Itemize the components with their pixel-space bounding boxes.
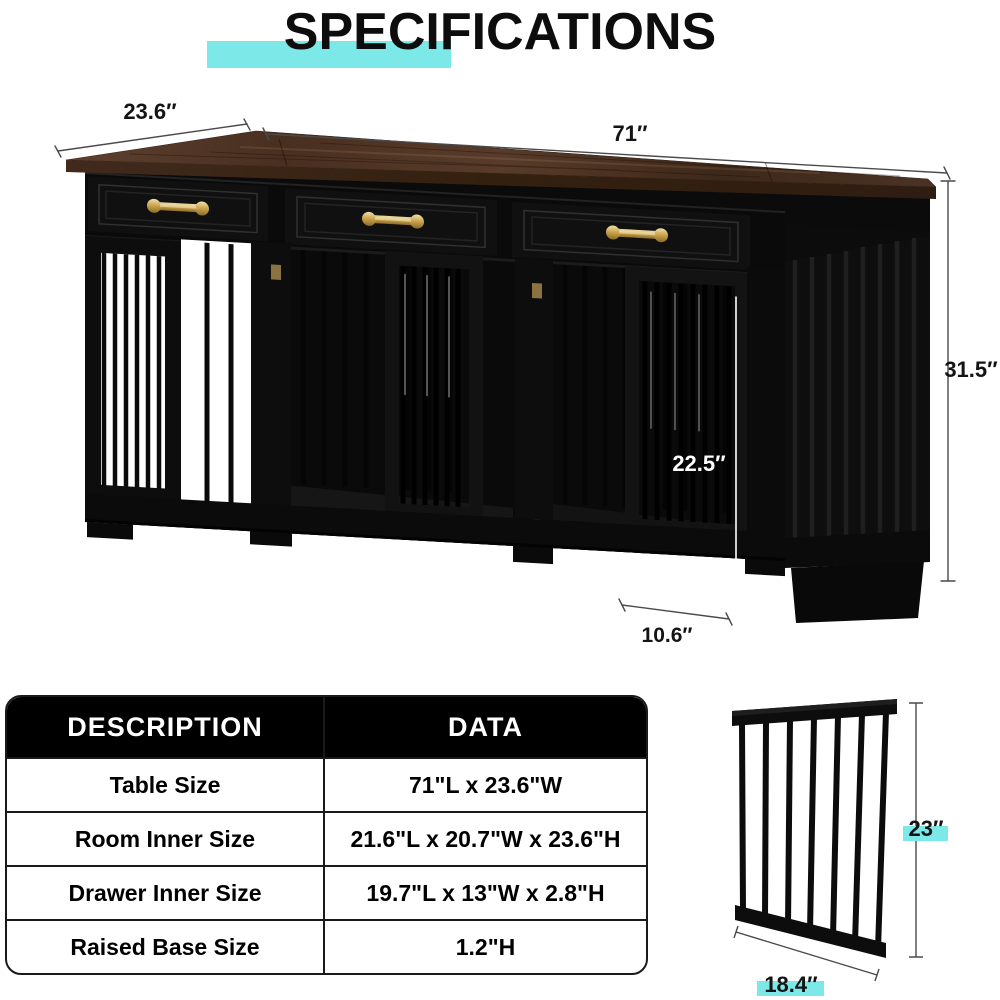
center-right-post — [515, 258, 553, 550]
dim-line-door-width — [622, 605, 729, 619]
foot — [250, 531, 292, 546]
spec-table — [5, 695, 648, 975]
dim-label-top-length: 71″ — [612, 121, 648, 146]
header-data: DATA — [448, 711, 523, 742]
header-description: DESCRIPTION — [7, 697, 325, 757]
table-row — [7, 865, 646, 919]
row-description: Raised Base Size — [7, 921, 325, 973]
row-description: Room Inner Size — [7, 813, 325, 865]
row-data: 19.7"L x 13"W x 2.8"H — [366, 879, 605, 906]
table-row — [7, 919, 646, 973]
side-plinth — [791, 561, 924, 623]
kennel-area — [85, 230, 785, 577]
dim-label-height: 31.5″ — [944, 357, 998, 382]
row-description: Drawer Inner Size — [7, 867, 325, 919]
foot — [513, 546, 553, 564]
dog-crate-furniture — [66, 131, 936, 623]
divider-gate — [732, 699, 948, 997]
left-door — [85, 236, 181, 509]
foot — [745, 559, 785, 576]
dim-label-door-height: 22.5″ — [672, 451, 726, 476]
hinge-icon — [271, 264, 281, 280]
front-face — [85, 172, 785, 577]
dim-label-gate-height: 23″ — [908, 816, 944, 841]
open-doorway — [181, 239, 251, 511]
dim-label-door-width: 10.6″ — [641, 624, 693, 647]
spec-table-header — [7, 697, 646, 757]
row-data: 21.6"L x 20.7"W x 23.6"H — [350, 825, 621, 852]
row-data: 1.2"H — [455, 933, 516, 960]
dim-label-top-depth: 23.6″ — [123, 99, 177, 124]
drawer-2 — [285, 188, 497, 256]
page-title: SPECIFICATIONS — [283, 3, 717, 61]
drawer-1 — [88, 176, 268, 241]
dim-label-gate-width: 18.4″ — [764, 972, 818, 997]
hinge-icon — [532, 283, 542, 299]
row-description: Table Size — [7, 759, 325, 811]
front-right-stile — [747, 267, 785, 563]
table-row — [7, 811, 646, 865]
center-left-post — [251, 241, 291, 535]
table-row — [7, 757, 646, 811]
foot — [87, 522, 133, 540]
row-data: 71"L x 23.6"W — [408, 771, 563, 798]
side-panel — [785, 186, 930, 623]
